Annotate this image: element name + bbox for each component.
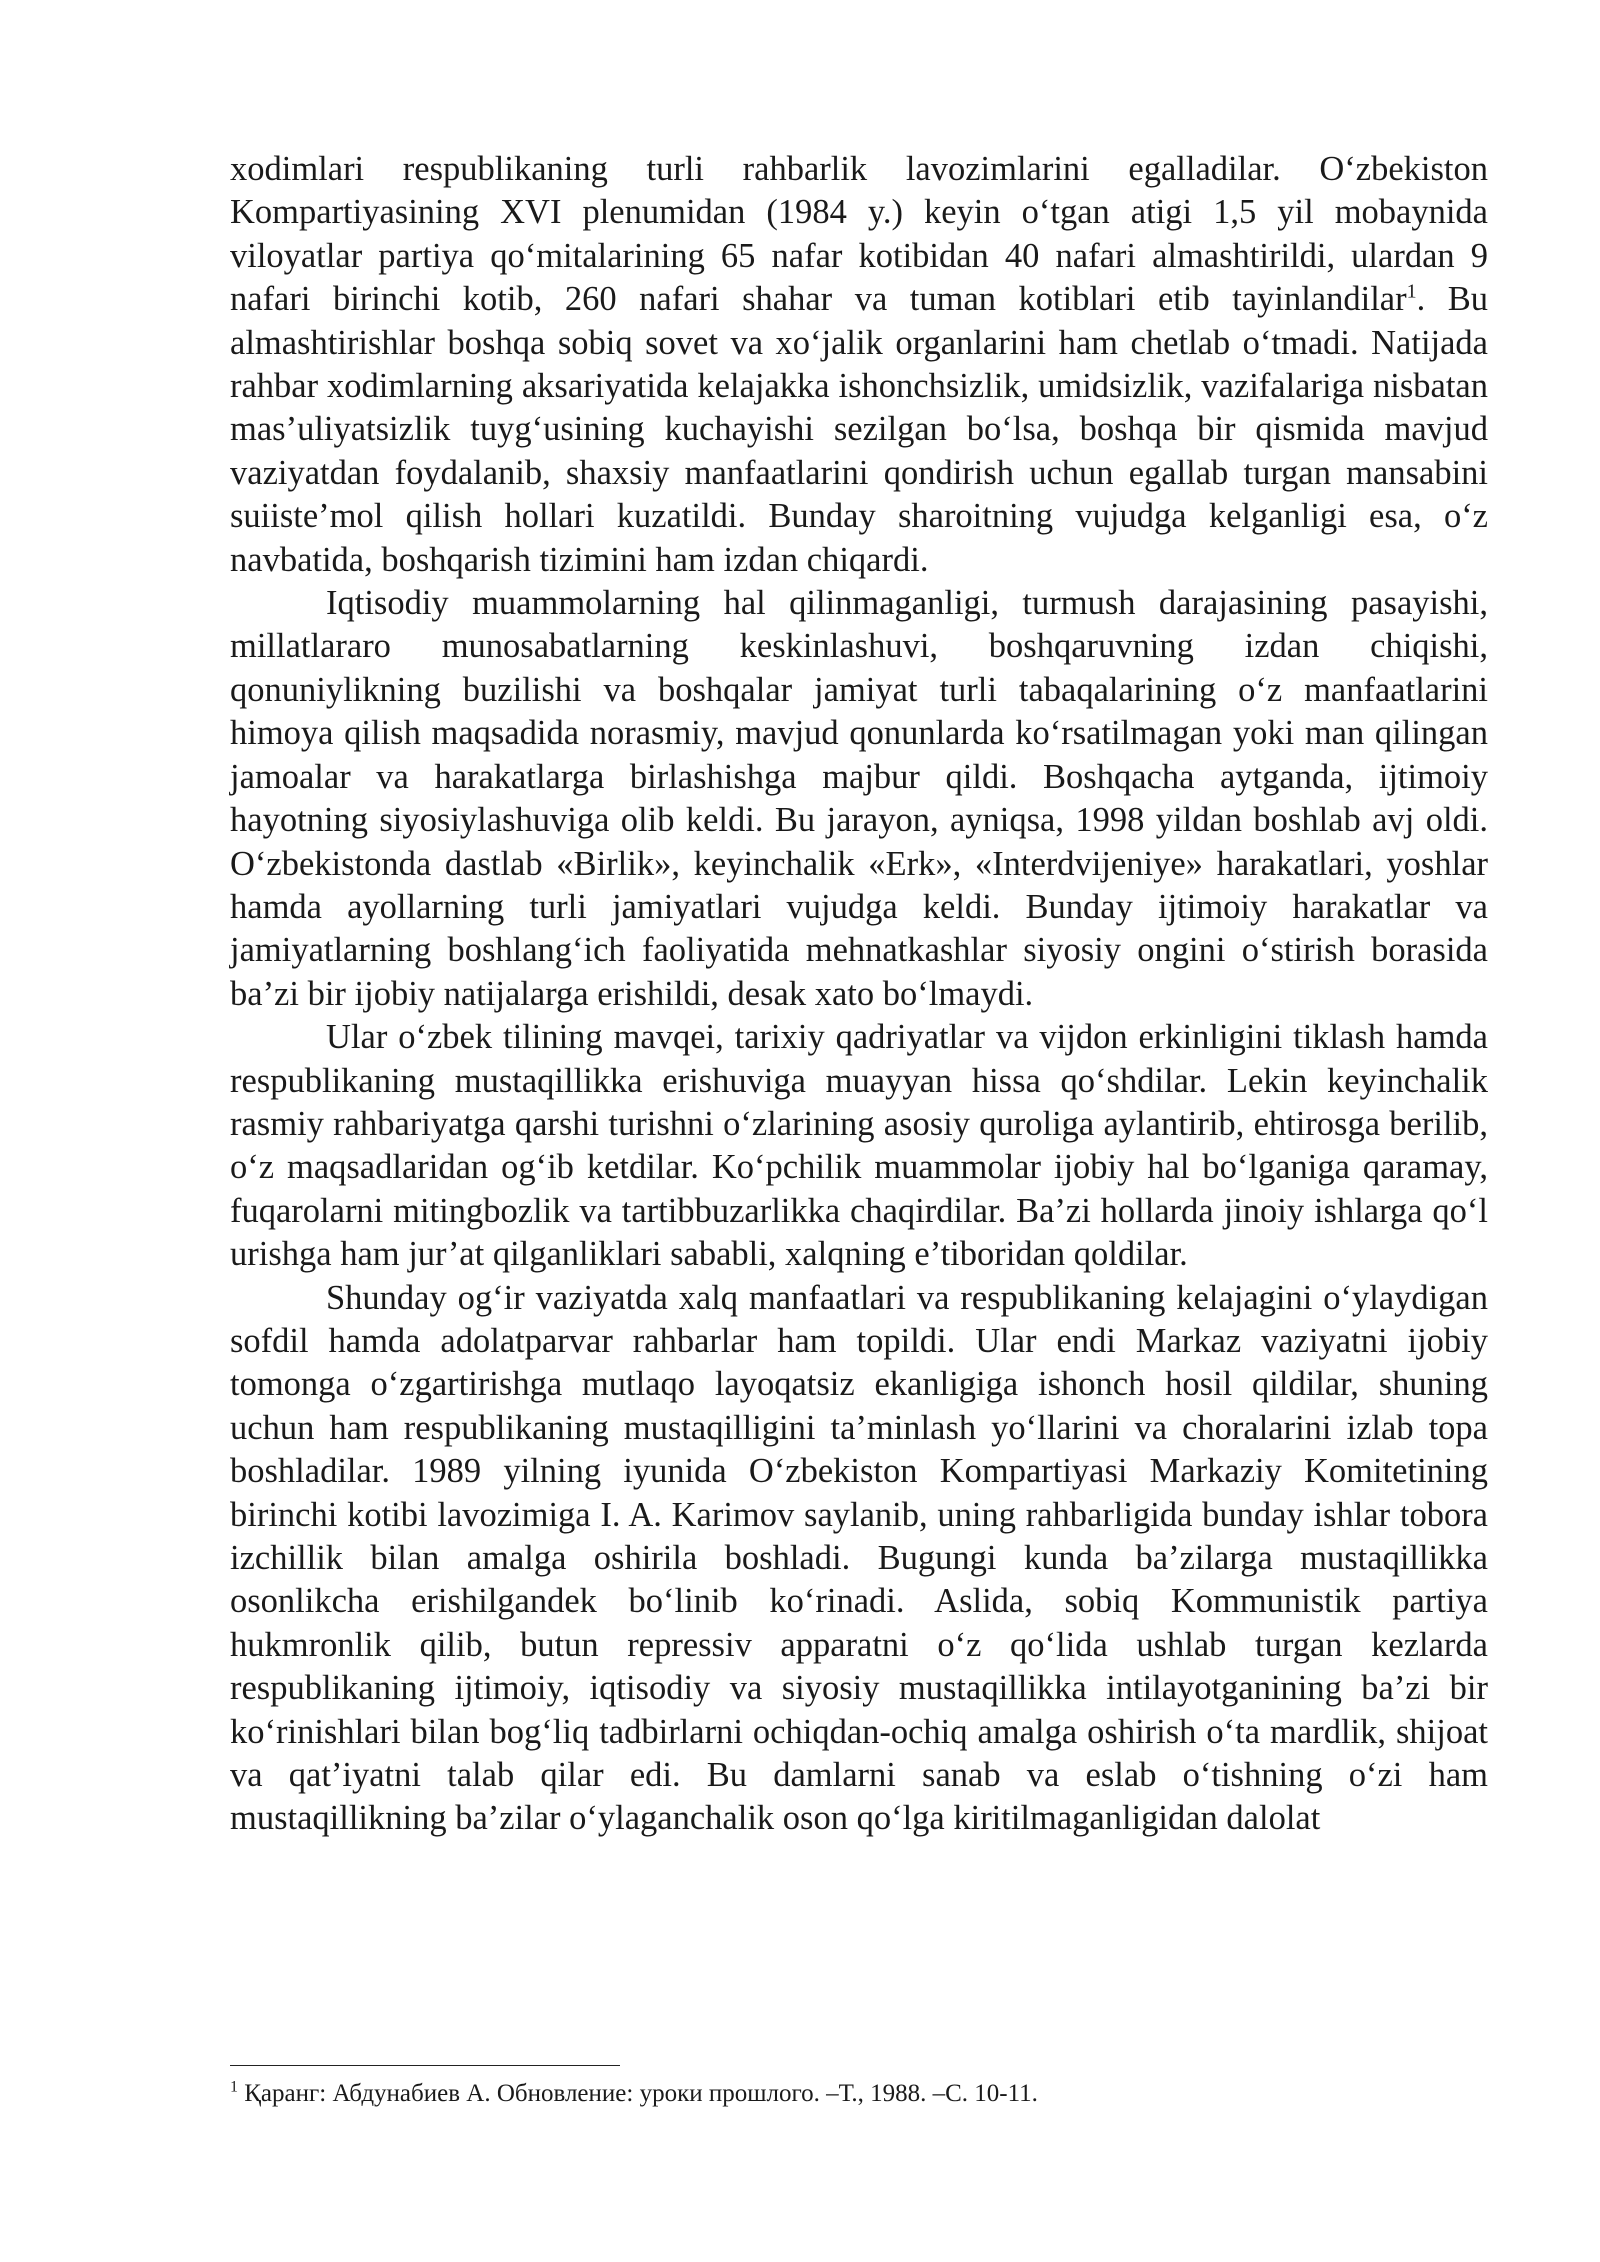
footnote-divider	[230, 2065, 620, 2066]
paragraph-2-text: Iqtisodiy muammolarning hal qilinmaganligi, turmush darajasining pasayishi, millatlararo munosabatlarning keskinlashuvi, boshqaruvning izdan chiqishi, qonuniylikning buzilishi va boshqalar jamiyat turli tabaqalarining o‘z manfaatlarini himoya qilish maqsadida norasmiy, mavjud qonunlarda ko‘rsatilmagan yoki man qilingan jamoalar va harakatlarga birlashishga majbur qildi. Boshqacha aytganda, ijtimoiy hayotning siyosiylashuviga olib keldi. Bu jarayon, ayniqsa, 1998 yildan boshlab avj oldi. O‘zbekistonda dastlab «Birlik», keyinchalik «Erk», «Interdvijeniye» harakatlari, yoshlar hamda ayollarning turli jamiyatlari vujudga keldi. Bunday ijtimoiy harakatlar va jamiyatlarning boshlang‘ich faoliyatida mehnatkashlar siyosiy ongini o‘stirish borasida ba’zi bir ijobiy natijalarga erishildi, desak xato bo‘lmaydi.	[230, 584, 1488, 1013]
paragraph-3	[230, 1016, 1488, 1276]
paragraph-4	[230, 1277, 1488, 1841]
paragraph-1-text: xodimlari respublikaning turli rahbarlik lavozimlarini egalladilar. O‘zbekiston Kompartiyasining XVI plenumidan (1984 y.) keyin o‘tgan atigi 1,5 yil mobaynida viloyatlar partiya qo‘mitalarining 65 nafar kotibidan 40 nafari almashtirildi, ulardan 9 nafari birinchi kotib, 260 nafari shahar va tuman kotiblari etib tayinlandilar	[230, 150, 1488, 319]
paragraph-2	[230, 582, 1488, 1016]
footnote-marker: 1	[230, 2078, 238, 2096]
paragraph-4-text: Shunday og‘ir vaziyatda xalq manfaatlari va respublikaning kelajagini o‘ylaydigan sofdil hamda adolatparvar rahbarlar ham topildi. Ular endi Markaz vaziyatni ijobiy tomonga o‘zgartirishga mutlaqo layoqatsiz ekanligiga ishonch hosil qildilar, shuning uchun ham respublikaning mustaqilligini ta’minlash yo‘llarini va choralarini izlab topa boshladilar. 1989 yilning iyunida O‘zbekiston Kompartiyasi Markaziy Komitetining birinchi kotibi lavozimiga I. A. Karimov saylanib, uning rahbarligida bunday ishlar tobora izchillik bilan amalga oshirila boshladi. Bugungi kunda ba’zilarga mustaqillikka osonlikcha erishilgandek bo‘linib ko‘rinadi. Aslida, sobiq Kommunistik partiya hukmronlik qilib, butun repressiv apparatni o‘z qo‘lida ushlab turgan kezlarda respublikaning ijtimoiy, iqtisodiy va siyosiy mustaqillikka intilayotganining ba’zi bir ko‘rinishlari bilan bog‘liq tadbirlarni ochiqdan-ochiq amalga oshirish o‘ta mardlik, shijoat va qat’iyatni talab qilar edi. Bu damlarni sanab va eslab o‘tishning o‘zi ham mustaqillikning ba’zilar o‘ylaganchalik oson qo‘lga kiritilmaganligidan dalolat	[230, 1278, 1488, 1838]
paragraph-1-text-continued: . Bu almashtirishlar boshqa sobiq sovet va xo‘jalik organlarini ham chetlab o‘tmadi. Natijada rahbar xodimlarning aksariyatida kelajakka ishonchsizlik, umidsizlik, vazifalariga nisbatan mas’uliyatsizlik tuyg‘usining kuchayishi sezilgan bo‘lsa, boshqa bir qismida mavjud vaziyatdan foydalanib, shaxsiy manfaatlarini qondirish uchun egallab turgan mansabini suiiste’mol qilish hollari kuzatildi. Bunday sharoitning vujudga kelganligi esa, o‘z navbatida, boshqarish tizimini ham izdan chiqardi.	[230, 280, 1488, 579]
paragraph-3-text: Ular o‘zbek tilining mavqei, tarixiy qadriyatlar va vijdon erkinligini tiklash hamda respublikaning mustaqillikka erishuviga muayyan hissa qo‘shdilar. Lekin keyinchalik rasmiy rahbariyatga qarshi turishni o‘zlarining asosiy quroliga aylantirib, ehtirosga berilib, o‘z maqsadlaridan og‘ib ketdilar. Ko‘pchilik muammolar ijobiy hal bo‘lganiga qaramay, fuqarolarni mitingbozlik va tartibbuzarlikka chaqirdilar. Ba’zi hollarda jinoiy ishlarga qo‘l urishga ham jur’at qilganliklari sababli, xalqning e’tiboridan qoldilar.	[230, 1018, 1488, 1274]
paragraph-1	[230, 148, 1488, 582]
footnote-reference[interactable]: 1	[1406, 280, 1417, 303]
footnote	[230, 2078, 1488, 2110]
footnote-text: Қаранг: Абдунабиев А. Обновление: уроки прошлого. –Т., 1988. –С. 10-11.	[238, 2080, 1038, 2107]
document-body	[230, 148, 1488, 1841]
